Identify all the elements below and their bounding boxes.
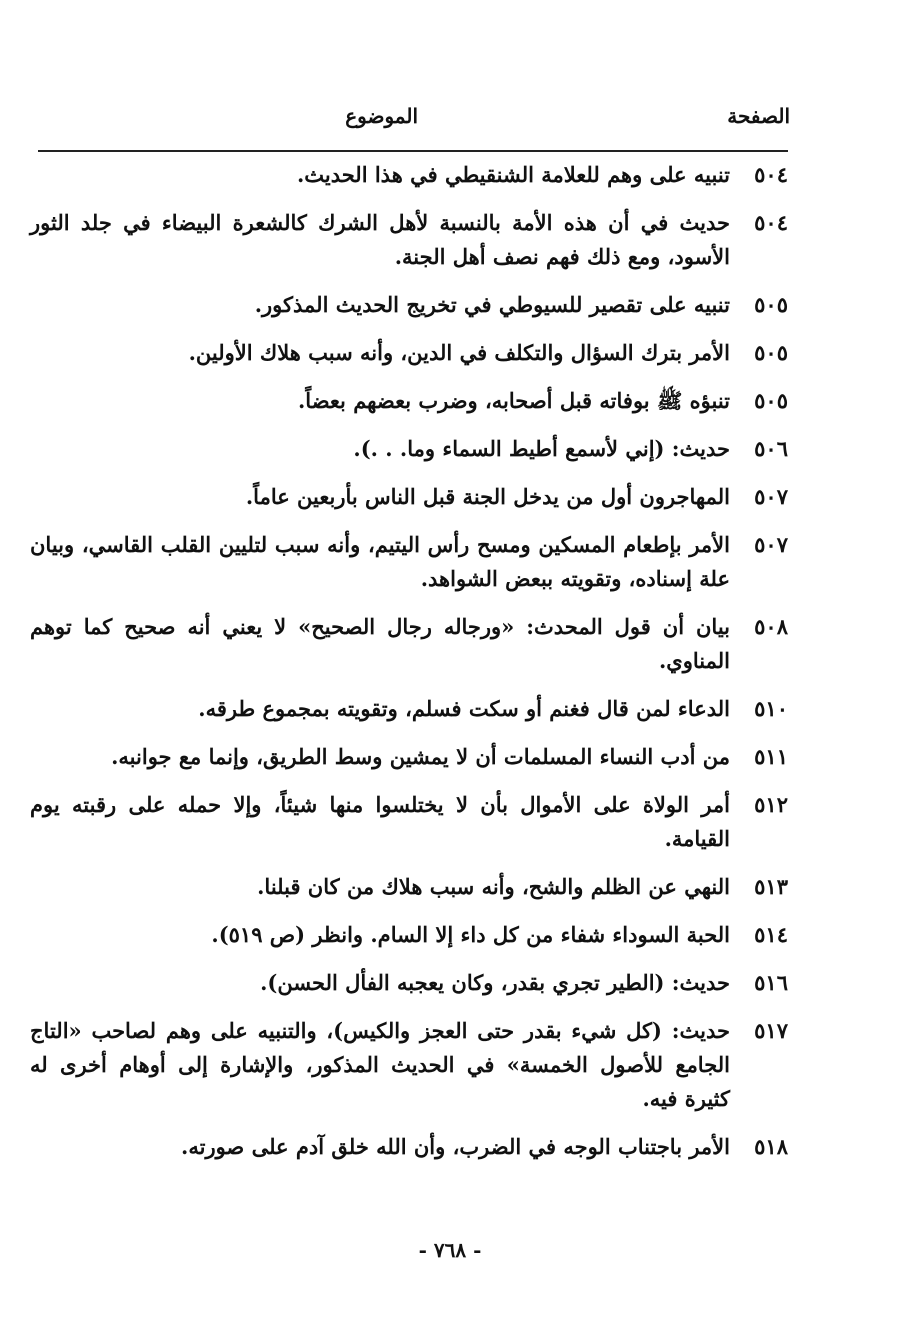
entry-text: حديث في أن هذه الأمة بالنسبة لأهل الشرك كالشعرة البيضاء في جلد الثور الأسود، ومع ذلك فهم نصف أهل الجنة. bbox=[30, 210, 730, 269]
topic-column-heading: الموضوع bbox=[345, 104, 418, 128]
entry-text: الحبة السوداء شفاء من كل داء إلا السام. وانظر (ص ٥١٩). bbox=[211, 922, 730, 947]
entry-text: حديث: (الطير تجري بقدر، وكان يعجبه الفأل الحسن). bbox=[260, 970, 730, 995]
index-entry bbox=[30, 1014, 788, 1116]
entry-page-number: ٥١٦ bbox=[754, 970, 788, 995]
entry-text: حديث: (إني لأسمع أطيط السماء وما. . .). bbox=[353, 436, 730, 461]
entry-text: بيان أن قول المحدث: «ورجاله رجال الصحيح» لا يعني أنه صحيح كما توهم المناوي. bbox=[30, 614, 730, 673]
page-number: - ٧٦٨ - bbox=[418, 1238, 482, 1262]
entry-text: حديث: (كل شيء بقدر حتى العجز والكيس)، والتنبيه على وهم لصاحب «التاج الجامع للأصول الخمسة» في الحديث المذكور، والإشارة إلى أوهام أخرى له كثيرة فيه. bbox=[30, 1018, 730, 1111]
index-entry bbox=[30, 528, 788, 596]
index-entry bbox=[30, 1130, 788, 1164]
entry-page-number: ٥٠٧ bbox=[754, 484, 788, 509]
index-entry bbox=[30, 288, 788, 322]
header-divider bbox=[38, 150, 788, 152]
entry-text: الدعاء لمن قال فغنم أو سكت فسلم، وتقويته بمجموع طرقه. bbox=[198, 696, 730, 721]
index-entry bbox=[30, 692, 788, 726]
index-entry bbox=[30, 966, 788, 1000]
index-entry bbox=[30, 740, 788, 774]
index-entry bbox=[30, 918, 788, 952]
entry-text: تنبيه على تقصير للسيوطي في تخريج الحديث المذكور. bbox=[254, 292, 730, 317]
entry-page-number: ٥١١ bbox=[754, 744, 788, 769]
entry-page-number: ٥١٨ bbox=[754, 1134, 788, 1159]
entry-page-number: ٥١٠ bbox=[754, 696, 788, 721]
index-entry bbox=[30, 870, 788, 904]
entry-page-number: ٥٠٦ bbox=[754, 436, 788, 461]
entry-text: تنبؤه ﷺ بوفاته قبل أصحابه، وضرب بعضهم بعضاً. bbox=[298, 388, 730, 413]
entry-text: الأمر باجتناب الوجه في الضرب، وأن الله خلق آدم على صورته. bbox=[181, 1134, 730, 1159]
entry-text: الأمر بإطعام المسكين ومسح رأس اليتيم، وأنه سبب لتليين القلب القاسي، وبيان علة إسناده، وتقويته ببعض الشواهد. bbox=[30, 532, 730, 591]
entry-page-number: ٥٠٥ bbox=[754, 340, 788, 365]
index-entry bbox=[30, 788, 788, 856]
index-entries-list bbox=[30, 158, 788, 1178]
entry-text: أمر الولاة على الأموال بأن لا يختلسوا منها شيئاً، وإلا حمله على رقبته يوم القيامة. bbox=[30, 792, 730, 851]
entry-page-number: ٥٠٤ bbox=[754, 210, 788, 235]
index-entry bbox=[30, 206, 788, 274]
entry-page-number: ٥٠٥ bbox=[754, 388, 788, 413]
entry-page-number: ٥٠٧ bbox=[754, 532, 788, 557]
index-entry bbox=[30, 610, 788, 678]
entry-page-number: ٥٠٥ bbox=[754, 292, 788, 317]
entry-text: النهي عن الظلم والشح، وأنه سبب هلاك من كان قبلنا. bbox=[257, 874, 730, 899]
entry-page-number: ٥١٣ bbox=[754, 874, 788, 899]
entry-page-number: ٥١٢ bbox=[754, 792, 788, 817]
entry-page-number: ٥١٤ bbox=[754, 922, 788, 947]
entry-page-number: ٥١٧ bbox=[754, 1018, 788, 1043]
index-entry bbox=[30, 480, 788, 514]
entry-text: تنبيه على وهم للعلامة الشنقيطي في هذا الحديث. bbox=[296, 162, 730, 187]
table-header bbox=[40, 104, 788, 138]
entry-page-number: ٥٠٨ bbox=[754, 614, 788, 639]
entry-page-number: ٥٠٤ bbox=[754, 162, 788, 187]
page-column-heading: الصفحة bbox=[727, 104, 790, 128]
index-entry bbox=[30, 384, 788, 418]
entry-text: الأمر بترك السؤال والتكلف في الدين، وأنه سبب هلاك الأولين. bbox=[188, 340, 730, 365]
index-entry bbox=[30, 158, 788, 192]
index-entry bbox=[30, 432, 788, 466]
entry-text: من أدب النساء المسلمات أن لا يمشين وسط الطريق، وإنما مع جوانبه. bbox=[111, 744, 730, 769]
entry-text: المهاجرون أول من يدخل الجنة قبل الناس بأربعين عاماً. bbox=[245, 484, 730, 509]
index-entry bbox=[30, 336, 788, 370]
